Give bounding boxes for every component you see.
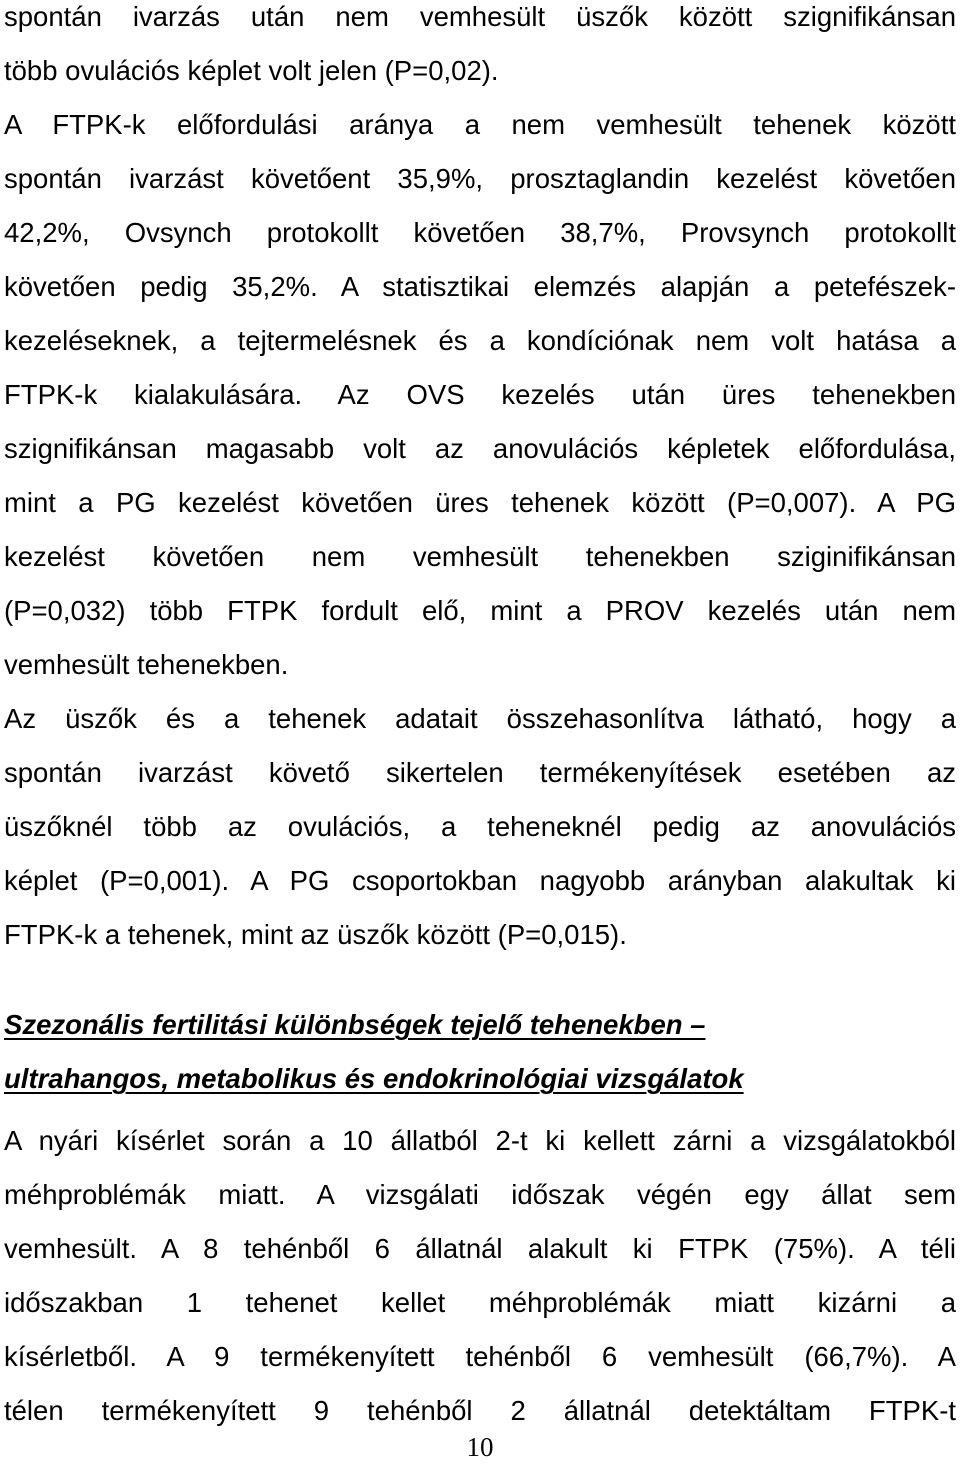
- text-line: FTPK-k a tehenek, mint az üszők között (P=0,015).: [4, 919, 627, 950]
- section-heading: Szezonális fertilitási különbségek tejelő tehenekben –: [4, 1009, 706, 1040]
- text-line: (P=0,032) több FTPK fordult elő, mint a PROV kezelés után nem: [4, 595, 956, 626]
- text-line: télen termékenyített 9 tehénből 2 állatnál detektáltam FTPK-t: [4, 1395, 956, 1426]
- text-line: üszőknél több az ovulációs, a teheneknél pedig az anovulációs: [4, 811, 956, 842]
- text-line: szignifikánsan magasabb volt az anovulációs képletek előfordulása,: [4, 433, 956, 464]
- text-line: A nyári kísérlet során a 10 állatból 2-t ki kellett zárni a vizsgálatokból: [4, 1125, 956, 1156]
- text-line: spontán ivarzást követő sikertelen termékenyítések esetében az: [4, 757, 956, 788]
- text-line: kezeléseknek, a tejtermelésnek és a kondíciónak nem volt hatása a: [4, 325, 956, 356]
- text-line: követően pedig 35,2%. A statisztikai elemzés alapján a petefészek-: [4, 271, 956, 302]
- text-line: vemhesült tehenekben.: [4, 649, 289, 680]
- text-line: méhproblémák miatt. A vizsgálati időszak végén egy állat sem: [4, 1179, 956, 1210]
- text-line: több ovulációs képlet volt jelen (P=0,02).: [4, 55, 499, 86]
- document-page: [4, 0, 956, 1470]
- text-line: spontán ivarzás után nem vemhesült üszők között szignifikánsan: [4, 1, 956, 32]
- section-heading: ultrahangos, metabolikus és endokrinológiai vizsgálatok: [4, 1063, 744, 1094]
- text-line: kísérletből. A 9 termékenyített tehénből 6 vemhesült (66,7%). A: [4, 1341, 956, 1372]
- text-line: FTPK-k kialakulására. Az OVS kezelés után üres tehenekben: [4, 379, 956, 410]
- text-line: spontán ivarzást követőent 35,9%, prosztaglandin kezelést követően: [4, 163, 956, 194]
- text-line: képlet (P=0,001). A PG csoportokban nagyobb arányban alakultak ki: [4, 865, 956, 896]
- text-line: vemhesült. A 8 tehénből 6 állatnál alakult ki FTPK (75%). A téli: [4, 1233, 956, 1264]
- text-line: Az üszők és a tehenek adatait összehasonlítva látható, hogy a: [4, 703, 956, 734]
- text-line: mint a PG kezelést követően üres tehenek között (P=0,007). A PG: [4, 487, 956, 518]
- text-line: kezelést követően nem vemhesült tehenekben sziginifikánsan: [4, 541, 956, 572]
- page-number: 10: [466, 1432, 494, 1462]
- text-line: 42,2%, Ovsynch protokollt követően 38,7%, Provsynch protokollt: [4, 217, 956, 248]
- text-line: időszakban 1 tehenet kellet méhproblémák miatt kizárni a: [4, 1287, 956, 1318]
- text-line: A FTPK-k előfordulási aránya a nem vemhesült tehenek között: [4, 109, 956, 140]
